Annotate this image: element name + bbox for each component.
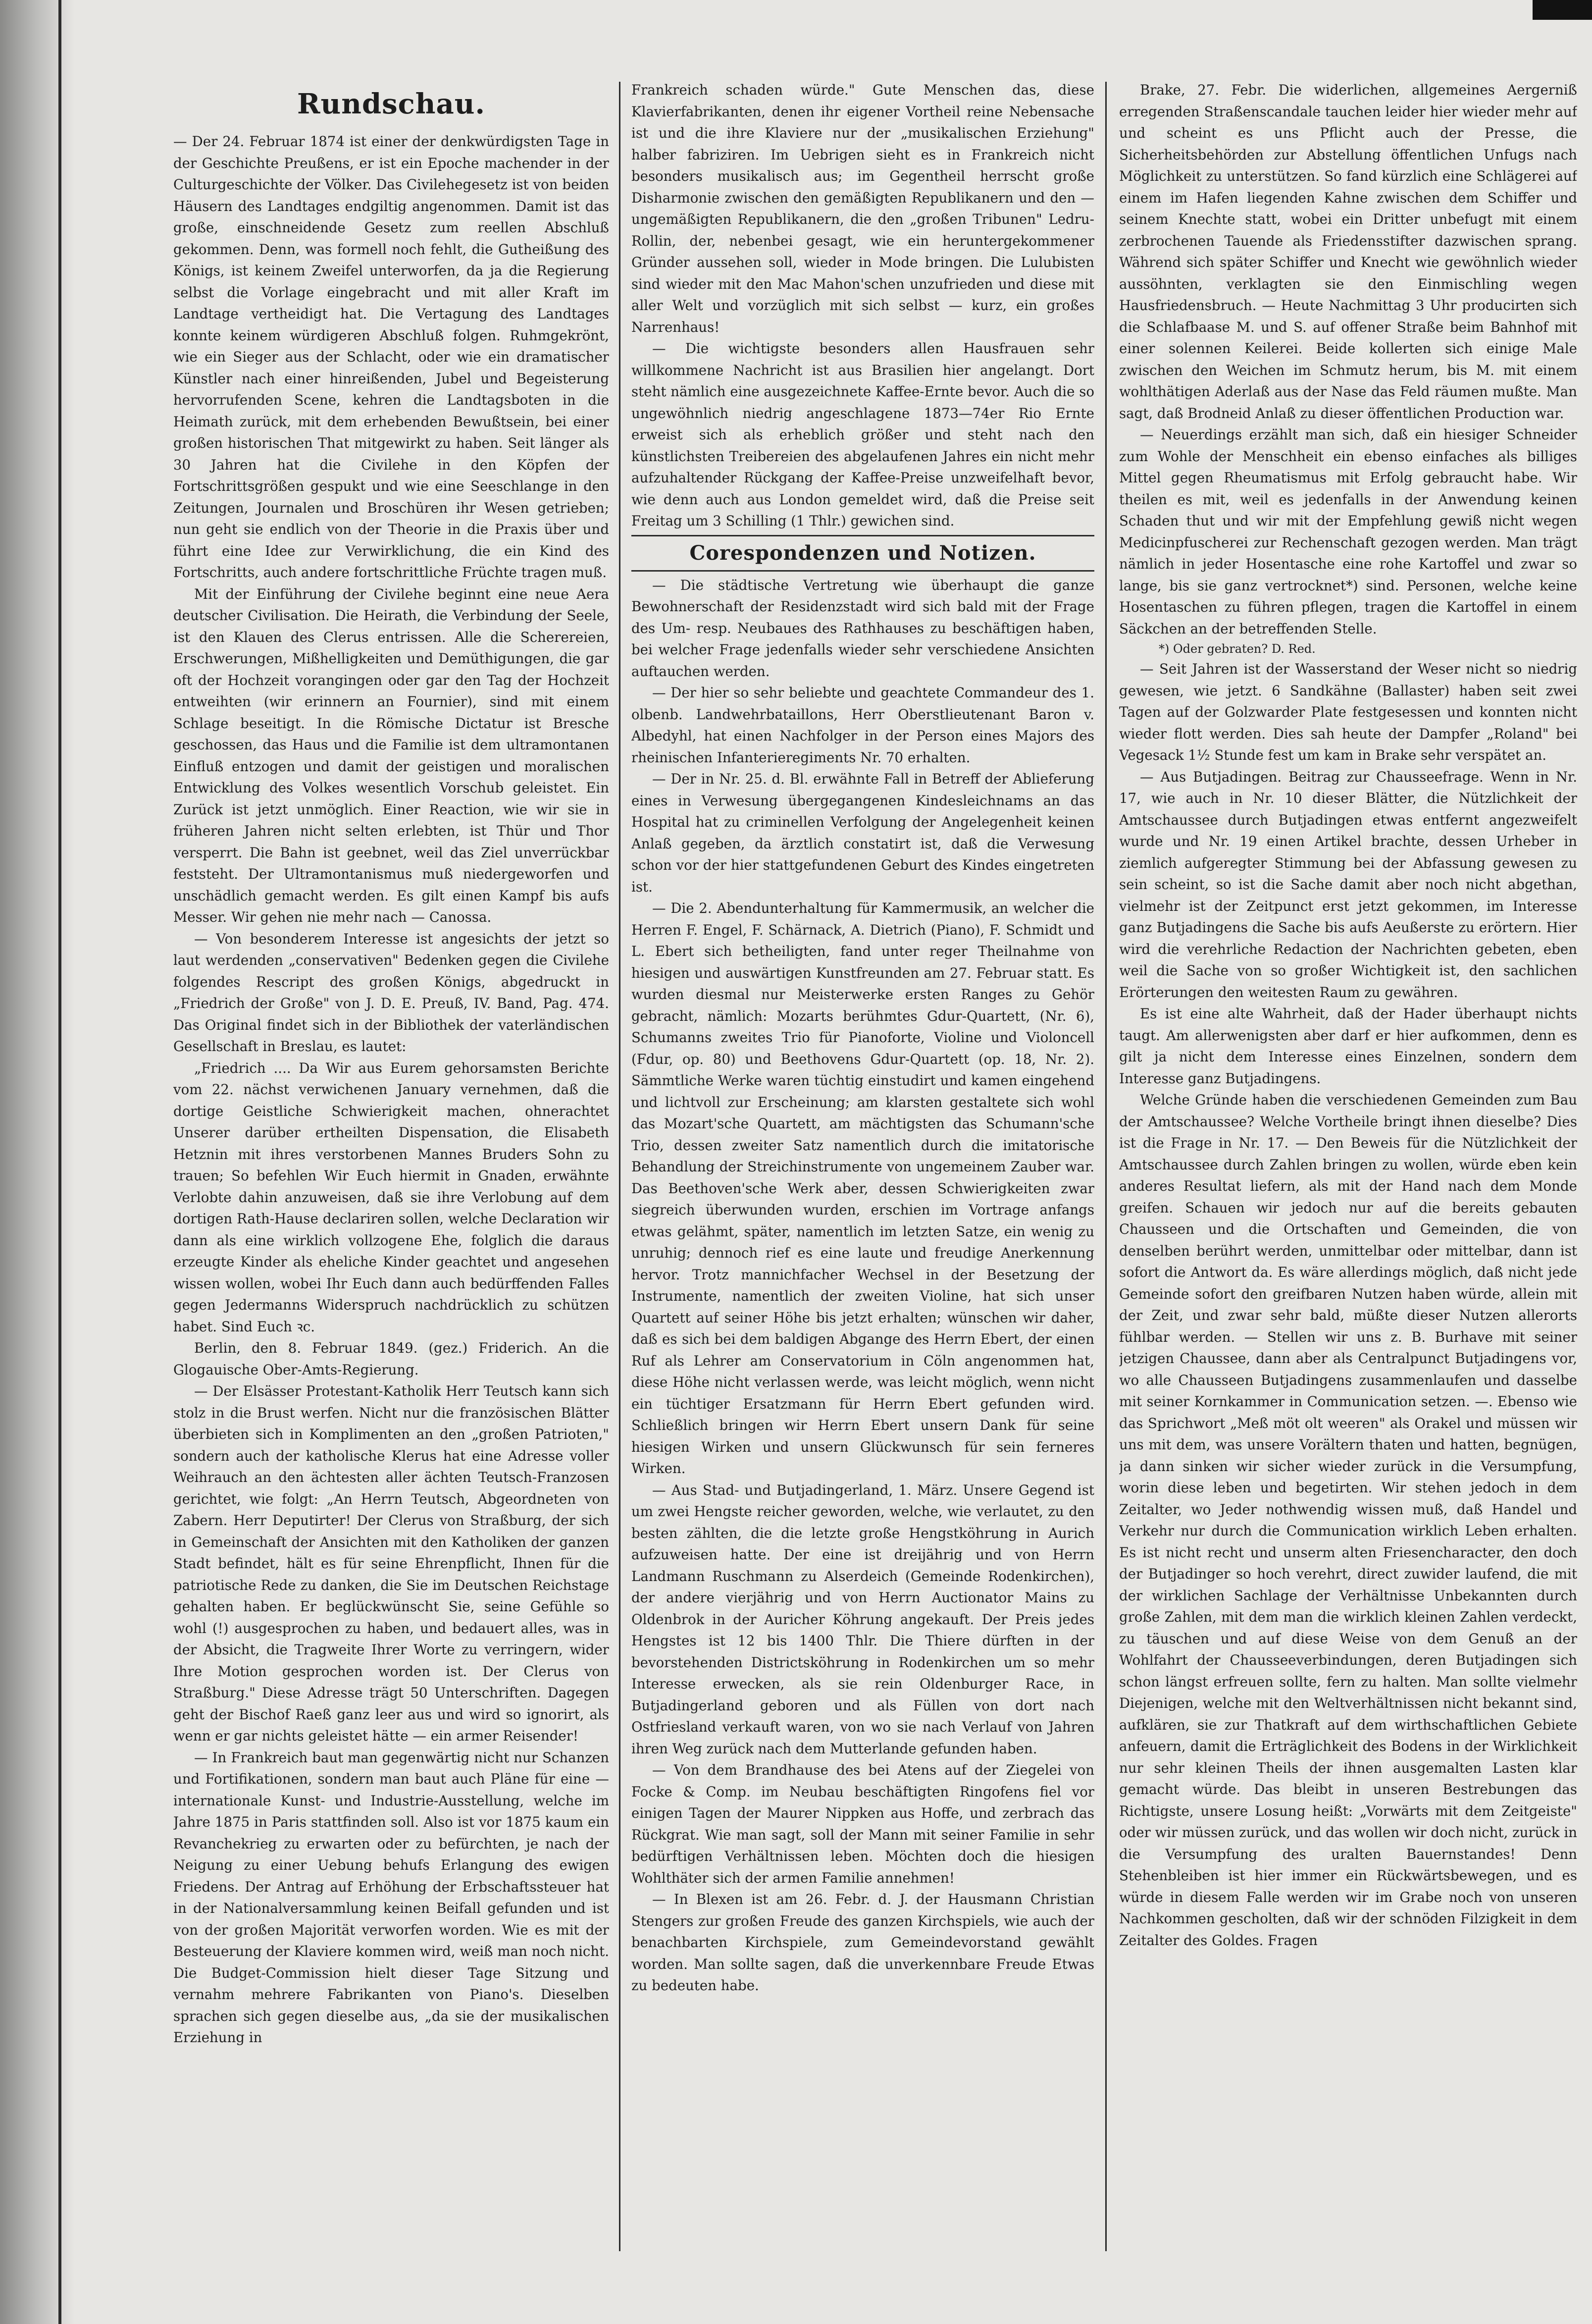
scan-corner-marker bbox=[1533, 0, 1592, 20]
column-divider bbox=[619, 82, 620, 2251]
section-divider bbox=[631, 535, 1094, 536]
article-paragraph: Welche Gründe haben die verschiedenen Gemeinden zum Bau der Amtschaussee? Welche Vortheile bringt ihnen dieselbe? Dies ist die Frage in Nr. 17. — Den Beweis für die Nützlichkeit der Amtschaussee durch Zahlen bringen zu wollen, würde eben kein anderes Resultat liefern, als mit der Hand nach dem Monde greifen. Schauen wir jedoch nur auf die bereits gebauten Chausseen und die Ortschaften und Gemeinden, die von denselben berührt werden, unmittelbar oder mittelbar, dann ist sofort die Antwort da. Es wäre allerdings möglich, daß nicht jede Gemeinde sofort den greifbaren Nutzen haben würde, allein mit der Zeit, und zwar sehr bald, müßte dieser Nutzen allerorts fühlbar werden. — Stellen wir uns z. B. Burhave mit seiner jetzigen Chaussee, dann aber als Centralpunct Butjadingens vor, wo alle Chausseen Butjadingens zusammenlaufen und dasselbe mit seiner Kornkammer in Communication setzen. —. Ebenso wie das Sprichwort „Meß möt olt weeren" als Orakel und müssen wir uns mit dem, was unsere Vorältern thaten und hatten, begnügen, ja dann sinken wir sicher wieder zurück in die Versumpfung, worin diese leben und begetirten. Wir stehen jedoch in dem Zeitalter, wo Jeder nothwendig wissen muß, daß Handel und Verkehr nur durch die Communication wirklich Leben erhalten. Es ist nicht recht und unserm alten Friesencharacter, den doch der Butjadinger so hoch verehrt, direct zuwider laufend, die mit der wirklichen Sachlage der Verhältnisse Unbekannten durch große Zahlen, mit dem man die wirklich kleinen Zahlen verdeckt, zu täuschen und auf diese Weise von dem Genuß an der Wohlfahrt der Chausseeverbindungen, deren Butjadingen sich schon längst erfreuen sollte, fern zu halten. Man sollte vielmehr Diejenigen, welche mit den Weltverhältnissen nicht bekannt sind, aufklären, sie zur Thatkraft auf dem wirthschaftlichen Gebiete anfeuern, damit die Erträglichkeit des Bodens in der Wirklichkeit nur sehr kleinen Theils der ihnen ausgemalten Lasten klar gemacht würde. Das bleibt in unseren Bestrebungen das Richtigste, unsere Losung heißt: „Vorwärts mit dem Zeitgeiste" oder wir müssen zurück, und das wollen wir doch nicht, zurück in die Versumpfung des uralten Bauernstandes! Denn Stehenbleiben ist hier immer ein Rückwärtsbewegen, und es würde in diesem Falle werden wir im Grabe noch von unseren Nachkommen gescholten, daß wir der schnöden Filzigkeit in dem Zeitalter des Goldes. Fragen bbox=[1119, 1092, 1577, 1949]
article-paragraph: — Der hier so sehr beliebte und geachtete Commandeur des 1. olbenb. Landwehrbataillons, Herr Oberstlieutenant Baron v. Albedyhl, hat einen Nachfolger in der Person eines Majors des rheinischen Infanterieregiments Nr. 70 erhalten. bbox=[631, 685, 1094, 766]
article-paragraph: Berlin, den 8. Februar 1849. (gez.) Friderich. An die Glogauische Ober-Amts-Regierung. bbox=[173, 1340, 609, 1378]
section-divider bbox=[631, 570, 1094, 572]
column-1 bbox=[173, 79, 609, 2254]
article-paragraph: — In Frankreich baut man gegenwärtig nicht nur Schanzen und Fortifikationen, sondern man baut auch Pläne für eine — internationale Kunst- und Industrie-Ausstellung, welche im Jahre 1875 in Paris stattfinden soll. Also ist vor 1875 kaum ein Revanchekrieg zu erwarten oder zu befürchten, je nach der Neigung zu einer Uebung behufs Erlangung des ewigen Friedens. Der Antrag auf Erhöhung der Erbschaftssteuer hat in der Nationalversammlung keinen Beifall gefunden und ist von der großen Majorität verworfen worden. Wie es mit der Besteuerung der Klaviere kommen wird, weiß man noch nicht. Die Budget-Commission hielt dieser Tage Sitzung und vernahm mehrere Fabrikanten von Piano's. Dieselben sprachen sich gegen dieselbe aus, „da sie der musikalischen Erziehung in bbox=[173, 1749, 609, 2046]
column-3 bbox=[1119, 79, 1577, 2254]
article-paragraph: Es ist eine alte Wahrheit, daß der Hader überhaupt nichts taugt. Am allerwenigsten aber darf er hier aufkommen, denn es gilt ja nicht dem Interesse eines Einzelnen, sondern dem Interesse ganz Butjadingens. bbox=[1119, 1005, 1577, 1087]
article-paragraph: — Der 24. Februar 1874 ist einer der denkwürdigsten Tage in der Geschichte Preußens, er ist ein Epoche machender in der Culturgeschichte der Völker. Das Civilehegesetz ist von beiden Häusern des Landtages endgiltig angenommen. Damit ist das große, einschneidende Gesetz zum reellen Abschluß gekommen. Denn, was formell noch fehlt, die Gutheißung des Königs, ist keinem Zweifel unterworfen, da ja die Regierung selbst die Vorlage eingebracht und mit aller Kraft im Landtage vertheidigt hat. Die Vertagung des Landtages konnte keinem würdigeren Abschluß folgen. Ruhmgekrönt, wie ein Sieger aus der Schlacht, oder wie ein dramatischer Künstler nach einer hinreißenden, Jubel und Begeisterung hervorrufenden Scene, kehren die Landtagsboten in die Heimath zurück, mit dem erhebenden Bewußtsein, bei einer großen historischen That mitgewirkt zu haben. Seit länger als 30 Jahren hat die Civilehe in den Köpfen der Fortschrittsgrößen gespukt und wie eine Seeschlange in den Zeitungen, Journalen und Broschüren ihr Wesen getrieben; nun geht sie endlich von der Theorie in die Praxis über und führt eine Idee zur Verwirklichung, die ein Kind des Fortschritts, auch andere fortschrittliche Früchte tragen muß. bbox=[173, 133, 609, 581]
section-title-rundschau: Rundschau. bbox=[297, 88, 485, 120]
article-paragraph: — Der in Nr. 25. d. Bl. erwähnte Fall in Betreff der Ablieferung eines in Verwesung übergegangenen Kindesleichnams an das Hospital hat zu criminellen Verfolgung der Angelegenheit keinen Anlaß gegeben, da ärztlich constatirt ist, daß die Verwesung schon vor der hier stattgefundenen Geburt des Kindes eingetreten ist. bbox=[631, 771, 1094, 895]
article-paragraph: Frankreich schaden würde." Gute Menschen das, diese Klavierfabrikanten, denen ihr eigener Vortheil reine Nebensache ist und die ihre Klaviere nur der „musikalischen Erziehung" halber fabriziren. Im Uebrigen sieht es in Frankreich nicht besonders musikalisch aus; im Gegentheil herrscht große Disharmonie zwischen den gemäßigten Republikanern und den — ungemäßigten Republikanern, die den „großen Tribunen" Ledru-Rollin, der, nebenbei gesagt, wie ein heruntergekommener Gründer aussehen soll, wieder in Mode bringen. Die Lulubisten sind wieder mit den Mac Mahon'schen unzufrieden und diese mit aller Welt und vorzüglich mit sich selbst — kurz, ein großes Narrenhaus! bbox=[631, 82, 1094, 335]
scan-binding-shadow bbox=[0, 0, 74, 2324]
article-paragraph: — Die wichtigste besonders allen Hausfrauen sehr willkommene Nachricht ist aus Brasilien hier angelangt. Dort steht nämlich eine ausgezeichnete Kaffee-Ernte bevor. Auch die so ungewöhnlich niedrig angeschlagene 1873—74er Rio Ernte erweist sich als erheblich größer und steht nach den künstlichsten Treibereien des abgelaufenen Jahres ein nicht mehr aufzuhaltender Rückgang der Kaffee-Preise unzweifelhaft bevor, wie denn auch aus London gemeldet wird, daß die Preise seit Freitag um 3 Schilling (1 Thlr.) gewichen sind. bbox=[631, 340, 1094, 529]
page-edge bbox=[58, 0, 61, 2324]
article-paragraph: Brake, 27. Febr. Die widerlichen, allgemeines Aergerniß erregenden Straßenscandale tauchen leider hier wieder mehr auf und scheint es uns Pflicht auch der Presse, die Sicherheitsbehörden zur Abstellung öffentlichen Unfugs nach Möglichkeit zu unterstützen. So fand kürzlich eine Schlägerei auf einem im Hafen liegenden Kahne zwischen dem Schiffer und seinem Knechte statt, wobei ein Dritter unbefugt mit einem zerbrochenen Tauende als Friedensstifter dazwischen sprang. Während sich später Schiffer und Knecht wie gewöhnlich wieder aussöhnten, verklagten sie den Einmischling wegen Hausfriedensbruch. — Heute Nachmittag 3 Uhr producirten sich die Schlafbaase M. und S. auf offener Straße beim Bahnhof mit einer solennen Keilerei. Beide kollerten sich einige Male zwischen den Weichen im Schmutz herum, bis M. mit einem wohlthätigen Aderlaß aus der Nase das Feld räumen mußte. Man sagt, daß Brodneid Anlaß zu dieser öffentlichen Production war. bbox=[1119, 82, 1577, 422]
footnote: *) Oder gebraten? D. Red. bbox=[1159, 642, 1316, 656]
section-title-correspondenzen: Corespondenzen und Notizen. bbox=[689, 541, 1036, 565]
article-paragraph: — Seit Jahren ist der Wasserstand der Weser nicht so niedrig gewesen, wie jetzt. 6 Sandkähne (Ballaster) haben seit zwei Tagen auf der Golzwarder Plate festgesessen und konnten nicht wieder flott werden. Dies sah heute der Dampfer „Roland" bei Vegesack 1½ Stunde fest um kam in Brake sehr verspätet an. bbox=[1119, 661, 1577, 763]
article-paragraph: — Neuerdings erzählt man sich, daß ein hiesiger Schneider zum Wohle der Menschheit ein ebenso einfaches als billiges Mittel gegen Rheumatismus mit Erfolg gebraucht habe. Wir theilen es mit, weil es jedenfalls in der Anwendung keinen Schaden thut und wir mit der Empfehlung gewiß nicht wegen Medicinpfuscherei zur Rechenschaft gezogen werden. Man trägt nämlich in jeder Hosentasche eine rohe Kartoffel und zwar so lange, bis sie ganz vertrocknet*) sind. Personen, welche keine Hosentaschen zu führen pflegen, tragen die Kartoffel in einem Säckchen an der betreffenden Stelle. bbox=[1119, 426, 1577, 637]
article-paragraph: — Von besonderem Interesse ist angesichts der jetzt so laut werdenden „conservativen" Bedenken gegen die Civilehe folgendes Rescript des großen Königs, abgedruckt in „Friedrich der Große" von J. D. E. Preuß, IV. Band, Pag. 474. Das Original findet sich in der Bibliothek der vaterländischen Gesellschaft in Breslau, es lautet: bbox=[173, 930, 609, 1055]
article-paragraph: — Der Elsässer Protestant-Katholik Herr Teutsch kann sich stolz in die Brust werfen. Nicht nur die französischen Blätter überbieten sich in Komplimenten an den „großen Patrioten," sondern auch der katholische Klerus hat eine Adresse voller Weihrauch an den ächtesten aller ächten Teutsch-Franzosen gerichtet, wie folgt: „An Herrn Teutsch, Abgeordneten von Zabern. Herr Deputirter! Der Clerus von Straßburg, der sich in Gemeinschaft der Ansichten mit den Katholiken der ganzen Stadt befindet, hält es für seine Ehrenpflicht, Ihnen für die patriotische Rede zu danken, die Sie im Deutschen Reichstage gehalten haben. Er beglückwünscht Sie, seine Gefühle so wohl (!) ausgesprochen zu haben, und bedauert alles, was in der Absicht, die Tragweite Ihrer Worte zu verringern, wider Ihre Motion gesprochen worden ist. Der Clerus von Straßburg." Diese Adresse trägt 50 Unterschriften. Dagegen geht der Bischof Raeß ganz leer aus und wird so ignorirt, als wenn er gar nichts geleistet hätte — ein armer Reisender! bbox=[173, 1383, 609, 1744]
column-divider bbox=[1105, 82, 1107, 2251]
article-paragraph: „Friedrich .... Da Wir aus Eurem gehorsamsten Berichte vom 22. nächst verwichenen January vernehmen, daß die dortige Geistliche Schwierigkeit machen, ohnerachtet Unserer darüber ertheilten Dispensation, die Elisabeth Hetznin mit ihres verstorbenen Mannes Bruders Sohn zu trauen; So befehlen Wir Euch hiermit in Gnaden, erwähnte Verlobte dahin anzuweisen, daß sie ihre Verlobung auf dem dortigen Rath-Hause declariren sollen, welche Declaration wir dann als eine wirklich vollzogene Ehe, folglich die daraus erzeugte Kinder als eheliche Kinder geachtet und angesehen wissen wollen, wobei Ihr Euch dann auch bedürffenden Falles gegen Jedermanns Widerspruch nachdrücklich zu schützen habet. Sind Euch ꝛc. bbox=[173, 1059, 609, 1335]
column-2 bbox=[631, 79, 1094, 2254]
article-paragraph: — Von dem Brandhause des bei Atens auf der Ziegelei von Focke & Comp. im Neubau beschäftigten Ringofens fiel vor einigen Tagen der Maurer Nippken aus Hoffe, und zerbrach das Rückgrat. Wie man sagt, soll der Mann mit seiner Familie in sehr bedürftigen Verhältnissen leben. Möchten doch die hiesigen Wohlthäter sich der armen Familie annehmen! bbox=[631, 1762, 1094, 1886]
article-paragraph: — Die 2. Abendunterhaltung für Kammermusik, an welcher die Herren F. Engel, F. Schärnack, A. Dietrich (Piano), F. Schmidt und L. Ebert sich betheiligten, fand unter reger Theilnahme von hiesigen und auswärtigen Kunstfreunden am 27. Februar statt. Es wurden diesmal nur Meisterwerke ersten Ranges zu Gehör gebracht, nämlich: Mozarts berühmtes Gdur-Quartett, (Nr. 6), Schumanns zweites Trio für Pianoforte, Violine und Violoncell (Fdur, op. 80) und Beethovens Gdur-Quartett (op. 18, Nr. 2). Sämmtliche Werke waren tüchtig einstudirt und kamen eingehend und lichtvoll zur Erscheinung; am klarsten gestaltete sich wohl das Mozart'sche Quartett, am mächtigsten das Schumann'sche Trio, dessen zweiter Satz namentlich durch die imitatorische Behandlung der Streichinstrumente von ungemeinem Zauber war. Das Beethoven'sche Werk aber, dessen Schwierigkeiten zwar siegreich überwunden wurden, erschien im Vortrage anfangs etwas gelähmt, später, namentlich im letzten Satze, ein wenig zu unruhig; dennoch rief es eine laute und freudige Anerkennung hervor. Trotz mannichfacher Wechsel in der Besetzung der Instrumente, namentlich der zweiten Violine, hat sich unser Quartett auf seiner Höhe bis jetzt erhalten; wünschen wir daher, daß es sich bei dem baldigen Abgange des Herrn Ebert, der einen Ruf als Lehrer am Conservatorium in Cöln angenommen hat, diese Höhe nicht verlassen werde, was leicht möglich, wenn nicht ein tüchtiger Ersatzmann für Herrn Ebert gefunden wird. Schließlich bringen wir Herrn Ebert unsern Dank für seine hiesigen Wirken und unsern Glückwunsch für sein ferneres Wirken. bbox=[631, 900, 1094, 1477]
article-paragraph: — Aus Butjadingen. Beitrag zur Chausseefrage. Wenn in Nr. 17, wie auch in Nr. 10 dieser Blätter, die Nützlichkeit der Amtschaussee durch Butjadingen etwas entfernt angezweifelt wurde und Nr. 19 einen Artikel brachte, dessen Urheber in ziemlich aufgeregter Stimmung bei der Abfassung gewesen zu sein scheint, so ist die Sache damit aber noch nicht abgethan, vielmehr ist der Zeitpunct erst jetzt gekommen, im Interesse ganz Butjadingens die Sache bis aufs Aeußerste zu erörtern. Hier wird die verehrliche Redaction der Nachrichten gebeten, eben weil die Sache von so großer Wichtigkeit ist, den sachlichen Erörterungen den weitesten Raum zu gewähren. bbox=[1119, 768, 1577, 1001]
article-paragraph: — Aus Stad- und Butjadingerland, 1. März. Unsere Gegend ist um zwei Hengste reicher geworden, welche, wie verlautet, zu den besten zählten, die die letzte große Hengstköhrung in Aurich aufzuweisen hatte. Der eine ist dreijährig und von Herrn Landmann Ruschmann zu Alserdeich (Gemeinde Rodenkirchen), der andere vierjährig und von Herrn Auctionator Mains zu Oldenbrok in der Auricher Köhrung angekauft. Der Preis jedes Hengstes ist 12 bis 1400 Thlr. Die Thiere dürften in der bevorstehenden Districtsköhrung in Rodenkirchen um so mehr Interesse erwecken, als sie rein Oldenburger Race, in Butjadingerland geboren und als Füllen von dort nach Ostfriesland verkauft waren, von wo sie nach Verlauf von Jahren ihren Weg zurück nach dem Mutterlande gefunden haben. bbox=[631, 1481, 1094, 1757]
article-paragraph: Mit der Einführung der Civilehe beginnt eine neue Aera deutscher Civilisation. Die Heirath, die Verbindung der Seele, ist den Klauen des Clerus entrissen. Alle die Scherereien, Erschwerungen, Mißhelligkeiten und Demüthigungen, die gar oft der Hochzeit vorangingen oder gar den Tag der Hochzeit entweihten (wir erinnern an Fournier), sind mit einem Schlage beseitigt. In die Römische Dictatur ist Bresche geschossen, das Haus und die Familie ist dem ultramontanen Einfluß entzogen und damit der geistigen und moralischen Entwicklung des Volkes wesentlich Vorschub geleistet. Ein Zurück ist jetzt unmöglich. Einer Reaction, wie wir sie in früheren Jahren nicht selten erlebten, ist Thür und Thor versperrt. Die Bahn ist geebnet, weil das Ziel unverrückbar feststeht. Der Ultramontanismus muß niedergeworfen und unschädlich gemacht werden. Es gilt einen Kampf bis aufs Messer. Wir gehen nie mehr nach — Canossa. bbox=[173, 585, 609, 925]
article-paragraph: — Die städtische Vertretung wie überhaupt die ganze Bewohnerschaft der Residenzstadt wird sich bald mit der Frage des Um- resp. Neubaues des Rathhauses zu beschäftigen haben, bei welcher Frage jedenfalls wieder sehr verschiedene Ansichten auftauchen werden. bbox=[631, 577, 1094, 680]
article-paragraph: — In Blexen ist am 26. Febr. d. J. der Hausmann Christian Stengers zur großen Freude des ganzen Kirchspiels, wie auch der benachbarten Kirchspiele, zum Gemeindevorstand gewählt worden. Man sollte sagen, daß die unverkennbare Freude Etwas zu bedeuten habe. bbox=[631, 1891, 1094, 1994]
